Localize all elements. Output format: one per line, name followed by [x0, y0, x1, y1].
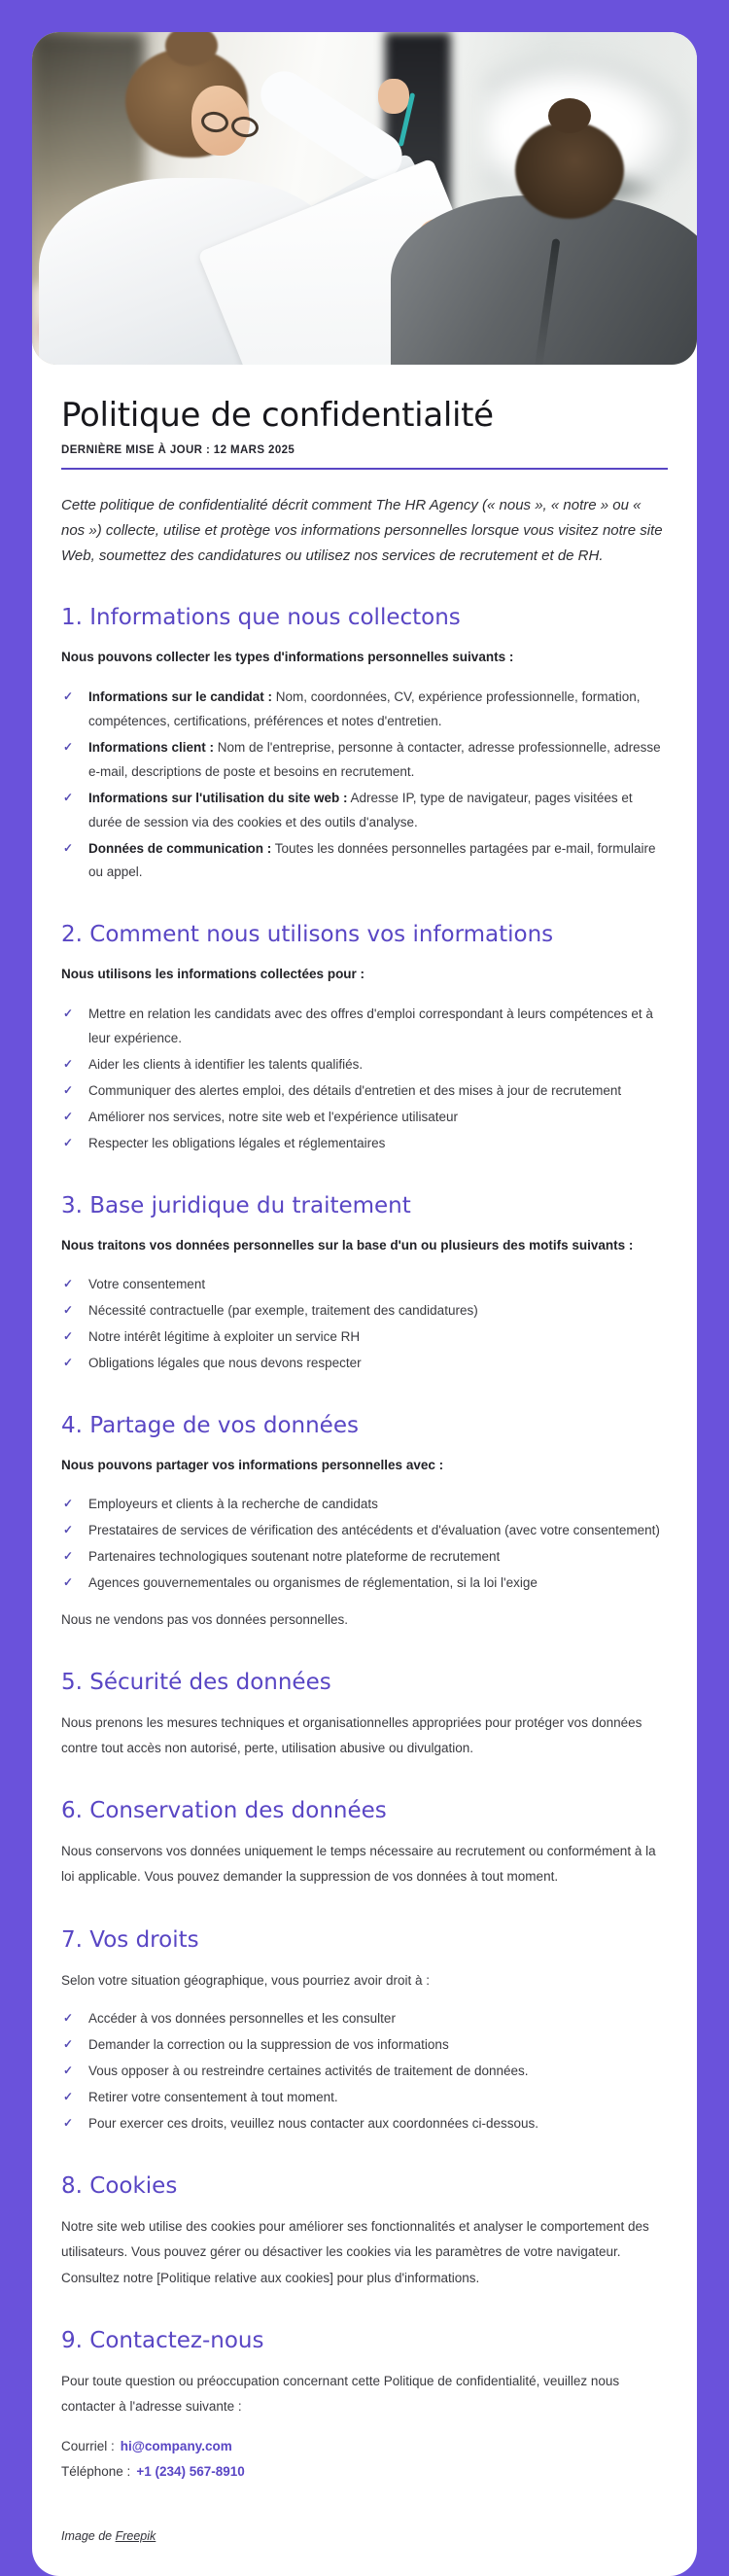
section-paragraph: Pour toute question ou préoccupation concernant cette Politique de confidentialité, veuillez nous contacter à l'adresse suivante :	[61, 2373, 620, 2415]
woman-hand-right	[378, 79, 409, 114]
list-item	[61, 1519, 668, 1543]
policy-section	[61, 1193, 668, 1376]
intro-paragraph: Cette politique de confidentialité décrit comment The HR Agency (« nous », « notre » ou « nos ») collecte, utilise et protège vos informations personnelles lorsque vous visitez notre site Web, soumettez des candidatures ou utilisez nos services de recrutement et de RH.	[61, 497, 663, 564]
check-list	[61, 1493, 668, 1596]
list-item-text: Nécessité contractuelle (par exemple, traitement des candidatures)	[88, 1302, 478, 1318]
policy-section	[61, 1413, 668, 1633]
sections-container	[61, 605, 668, 2485]
checkmark-icon: ✓	[63, 2037, 74, 2052]
list-item-text: Pour exercer ces droits, veuillez nous contacter aux coordonnées ci-dessous.	[88, 2115, 538, 2131]
section-lead: Nous pouvons collecter les types d'informations personnelles suivants :	[61, 650, 514, 665]
list-item-text: Données de communication : Toutes les données personnelles partagées par e-mail, formulaire ou appel.	[88, 840, 656, 880]
checkmark-icon: ✓	[63, 688, 74, 703]
section-heading: 7. Vos droits	[61, 1926, 199, 1953]
list-item-text: Vous opposer à ou restreindre certaines activités de traitement de données.	[88, 2064, 529, 2079]
phone-line	[61, 2459, 668, 2485]
credit-prefix: Image de	[61, 2529, 113, 2544]
phone-link[interactable]: +1 (234) 567-8910	[136, 2463, 245, 2479]
list-item	[61, 1273, 668, 1297]
policy-section	[61, 1927, 668, 2136]
checkmark-icon: ✓	[63, 1302, 74, 1317]
list-item-text: Améliorer nos services, notre site web et l'expérience utilisateur	[88, 1109, 458, 1124]
section-lead: Nous pouvons partager vos informations personnelles avec :	[61, 1457, 444, 1472]
phone-label: Téléphone :	[61, 2463, 131, 2479]
checkmark-icon: ✓	[63, 2115, 74, 2130]
list-item	[61, 1299, 668, 1323]
list-item-text: Mettre en relation les candidats avec des offres d'emploi correspondant à leurs compétences et à leur expérience.	[88, 1006, 653, 1045]
list-item	[61, 2112, 668, 2136]
checkmark-icon: ✓	[63, 1328, 74, 1343]
list-item-term: Données de communication :	[88, 840, 272, 856]
list-item	[61, 1571, 668, 1596]
list-item	[61, 1493, 668, 1517]
list-item-text: Votre consentement	[88, 1276, 206, 1291]
list-item-text: Retirer votre consentement à tout moment.	[88, 2090, 338, 2104]
section-paragraph: Selon votre situation géographique, vous pourriez avoir droit à :	[61, 1972, 430, 1988]
list-item	[61, 1106, 668, 1130]
list-item-term: Informations client :	[88, 739, 215, 755]
section-heading: 3. Base juridique du traitement	[61, 1192, 411, 1218]
list-item-text: Employeurs et clients à la recherche de candidats	[88, 1497, 378, 1512]
list-item	[61, 1352, 668, 1376]
list-item	[61, 736, 668, 785]
list-item-text: Partenaires technologiques soutenant notre plateforme de recrutement	[88, 1548, 501, 1564]
check-list	[61, 1273, 668, 1376]
checkmark-icon: ✓	[63, 2064, 74, 2078]
policy-section	[61, 2328, 668, 2485]
man-hair	[515, 122, 624, 219]
list-item	[61, 2086, 668, 2110]
list-item-text: Demander la correction ou la suppression de vos informations	[88, 2037, 449, 2053]
hero-image	[32, 32, 697, 365]
section-heading: 6. Conservation des données	[61, 1798, 387, 1824]
page-title: Politique de confidentialité	[61, 396, 494, 435]
image-credit	[61, 2529, 668, 2543]
section-paragraph: Nous prenons les mesures techniques et organisationnelles appropriées pour protéger vos données contre tout accès non autorisé, perte, utilisation abusive ou divulgation.	[61, 1714, 642, 1755]
list-item-text: Agences gouvernementales ou organismes de réglementation, si la loi l'exige	[88, 1574, 538, 1590]
list-item-text: Notre intérêt légitime à exploiter un service RH	[88, 1328, 361, 1344]
list-item	[61, 787, 668, 835]
section-heading: 2. Comment nous utilisons vos informations	[61, 922, 554, 948]
policy-section	[61, 922, 668, 1155]
section-heading: 9. Contactez-nous	[61, 2327, 264, 2353]
policy-section	[61, 605, 668, 885]
checkmark-icon: ✓	[63, 1355, 74, 1369]
privacy-policy-card	[32, 32, 697, 2576]
email-link[interactable]: hi@company.com	[120, 2438, 232, 2453]
checkmark-icon: ✓	[63, 1109, 74, 1123]
list-item	[61, 2033, 668, 2058]
list-item	[61, 2060, 668, 2084]
checkmark-icon: ✓	[63, 1276, 74, 1290]
policy-section	[61, 1798, 668, 1890]
policy-content	[32, 396, 697, 2543]
list-item-text: Informations client : Nom de l'entreprise, personne à contacter, adresse professionnelle, adresse e-mail, descriptions de poste et besoins en recrutement.	[88, 739, 661, 779]
section-heading: 4. Partage de vos données	[61, 1412, 359, 1438]
checkmark-icon: ✓	[63, 1497, 74, 1511]
list-item	[61, 686, 668, 734]
contact-block	[61, 2434, 668, 2486]
last-update-label: DERNIÈRE MISE À JOUR : 12 MARS 2025	[61, 444, 295, 456]
check-list	[61, 686, 668, 886]
policy-section	[61, 1670, 668, 1762]
section-paragraph: Notre site web utilise des cookies pour améliorer ses fonctionnalités et analyser le comportement des utilisateurs. Vous pouvez gérer ou désactiver les cookies via les paramètres de votre navigateur. Consultez notre [Politique relative aux cookies] pour plus d'informations.	[61, 2218, 649, 2285]
section-heading: 5. Sécurité des données	[61, 1669, 331, 1695]
policy-section	[61, 2173, 668, 2291]
checkmark-icon: ✓	[63, 1522, 74, 1536]
list-item-term: Informations sur le candidat :	[88, 688, 273, 704]
list-item	[61, 1053, 668, 1077]
list-item	[61, 1079, 668, 1104]
email-label: Courriel :	[61, 2438, 115, 2453]
list-item-term: Informations sur l'utilisation du site web :	[88, 790, 348, 805]
list-item-text: Communiquer des alertes emploi, des détails d'entretien et des mises à jour de recrutement	[88, 1082, 622, 1098]
section-lead: Nous utilisons les informations collectées pour :	[61, 967, 365, 982]
list-item-text: Informations sur le candidat : Nom, coordonnées, CV, expérience professionnelle, formation, compétences, certifications, préférences et notes d'entretien.	[88, 688, 641, 728]
checkmark-icon: ✓	[63, 1056, 74, 1071]
check-list	[61, 2007, 668, 2136]
list-item-text: Accéder à vos données personnelles et les consulter	[88, 2011, 396, 2027]
checkmark-icon: ✓	[63, 1574, 74, 1589]
section-heading: 1. Informations que nous collectons	[61, 605, 461, 631]
checkmark-icon: ✓	[63, 1135, 74, 1149]
list-item-text: Respecter les obligations légales et réglementaires	[88, 1135, 386, 1150]
freepik-link[interactable]: Freepik	[115, 2529, 156, 2544]
checkmark-icon: ✓	[63, 2011, 74, 2026]
list-item	[61, 1545, 668, 1570]
accent-divider	[61, 468, 668, 470]
list-item	[61, 1132, 668, 1156]
section-paragraph: Nous conservons vos données uniquement le temps nécessaire au recrutement ou conformément à la loi applicable. Vous pouvez demander la suppression de vos données à tout moment.	[61, 1844, 656, 1885]
checkmark-icon: ✓	[63, 790, 74, 804]
list-item-text: Informations sur l'utilisation du site web : Adresse IP, type de navigateur, pages visitées et durée de session via des cookies et des outils d'analyse.	[88, 790, 633, 829]
man-hair-bun	[548, 98, 591, 133]
list-item	[61, 2007, 668, 2031]
checkmark-icon: ✓	[63, 1548, 74, 1563]
section-lead: Nous traitons vos données personnelles sur la base d'un ou plusieurs des motifs suivants :	[61, 1237, 634, 1253]
check-list	[61, 1003, 668, 1156]
checkmark-icon: ✓	[63, 1082, 74, 1097]
list-item	[61, 1003, 668, 1051]
list-item	[61, 1325, 668, 1350]
checkmark-icon: ✓	[63, 739, 74, 754]
list-item-text: Obligations légales que nous devons respecter	[88, 1355, 362, 1370]
checkmark-icon: ✓	[63, 840, 74, 855]
section-heading: 8. Cookies	[61, 2172, 178, 2199]
checkmark-icon: ✓	[63, 1006, 74, 1020]
list-item	[61, 837, 668, 886]
email-line	[61, 2434, 668, 2459]
checkmark-icon: ✓	[63, 2090, 74, 2103]
section-outro: Nous ne vendons pas vos données personnelles.	[61, 1611, 348, 1627]
list-item-text: Aider les clients à identifier les talents qualifiés.	[88, 1056, 364, 1072]
list-item-text: Prestataires de services de vérification des antécédents et d'évaluation (avec votre consentement)	[88, 1522, 660, 1537]
